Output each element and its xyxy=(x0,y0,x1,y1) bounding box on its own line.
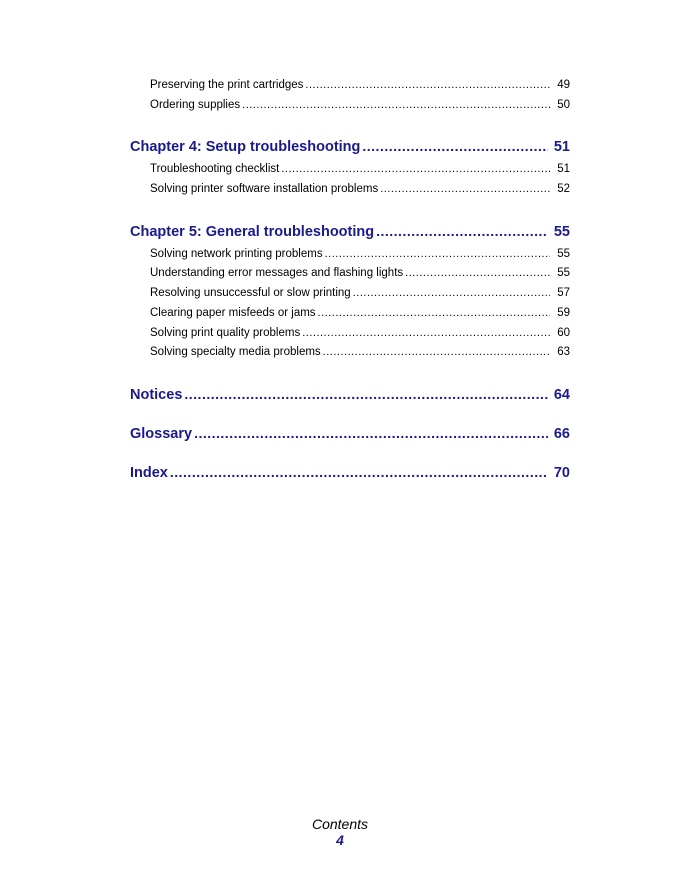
table-of-contents xyxy=(130,76,570,484)
toc-entry[interactable] xyxy=(130,160,570,180)
toc-entry-title: Troubleshooting checklist xyxy=(150,163,280,176)
dot-leader xyxy=(323,343,550,363)
toc-entry[interactable] xyxy=(130,324,570,344)
page-footer xyxy=(0,816,680,848)
dot-leader xyxy=(184,382,547,406)
toc-section-page: 64 xyxy=(553,386,570,403)
toc-entry-page: 52 xyxy=(557,183,570,196)
toc-entry[interactable] xyxy=(130,180,570,200)
toc-chapter-heading[interactable] xyxy=(130,134,570,158)
footer-page-number: 4 xyxy=(336,832,344,848)
toc-chapter-title: Chapter 4: Setup troubleshooting xyxy=(130,139,361,156)
toc-entry-title: Resolving unsuccessful or slow printing xyxy=(150,287,351,300)
toc-entry-title: Solving network printing problems xyxy=(150,247,323,260)
toc-entry[interactable] xyxy=(130,264,570,284)
toc-entry[interactable] xyxy=(130,76,570,96)
toc-entry[interactable] xyxy=(130,304,570,324)
toc-section-page: 70 xyxy=(553,464,570,481)
toc-entry-page: 49 xyxy=(557,79,570,91)
toc-entry-page: 55 xyxy=(557,267,570,280)
toc-entry[interactable] xyxy=(130,343,570,363)
dot-leader xyxy=(380,180,550,200)
toc-entry-page: 50 xyxy=(557,98,570,111)
toc-chapter-page: 51 xyxy=(553,139,570,156)
dot-leader xyxy=(194,421,548,445)
toc-entry-title: Preserving the print cartridges xyxy=(150,79,304,91)
toc-section-title: Notices xyxy=(130,386,183,403)
toc-entry-title: Solving print quality problems xyxy=(150,326,301,339)
footer-section-name: Contents xyxy=(311,816,369,832)
dot-leader xyxy=(376,219,548,243)
dot-leader xyxy=(362,134,547,158)
toc-entry[interactable] xyxy=(130,245,570,265)
toc-entry[interactable] xyxy=(130,284,570,304)
toc-entry-title: Clearing paper misfeeds or jams xyxy=(150,306,316,319)
dot-leader xyxy=(405,264,550,284)
toc-chapter-heading[interactable] xyxy=(130,219,570,243)
dot-leader xyxy=(353,284,550,304)
dot-leader xyxy=(170,460,548,484)
toc-entry-page: 55 xyxy=(557,247,570,260)
toc-index-heading[interactable] xyxy=(130,460,570,484)
toc-section-page: 66 xyxy=(553,425,570,442)
toc-entry-page: 57 xyxy=(557,287,570,300)
toc-chapter-title: Chapter 5: General troubleshooting xyxy=(130,223,375,240)
dot-leader xyxy=(242,96,550,116)
toc-entry-page: 60 xyxy=(557,326,570,339)
toc-entry-page: 59 xyxy=(557,306,570,319)
toc-entry-page: 63 xyxy=(557,346,570,359)
toc-notices-heading[interactable] xyxy=(130,382,570,406)
dot-leader xyxy=(281,160,550,180)
toc-entry-title: Understanding error messages and flashing lights xyxy=(150,267,404,280)
toc-entry-title: Solving printer software installation problems xyxy=(150,183,379,196)
toc-entry-page: 51 xyxy=(557,163,570,176)
toc-glossary-heading[interactable] xyxy=(130,421,570,445)
dot-leader xyxy=(305,76,550,96)
toc-section-title: Glossary xyxy=(130,425,193,442)
toc-chapter-page: 55 xyxy=(553,223,570,240)
dot-leader xyxy=(302,324,550,344)
dot-leader xyxy=(325,245,550,265)
dot-leader xyxy=(318,304,550,324)
toc-entry-title: Ordering supplies xyxy=(150,98,241,111)
toc-entry-title: Solving specialty media problems xyxy=(150,346,321,359)
toc-entry[interactable] xyxy=(130,96,570,116)
toc-section-title: Index xyxy=(130,464,168,481)
